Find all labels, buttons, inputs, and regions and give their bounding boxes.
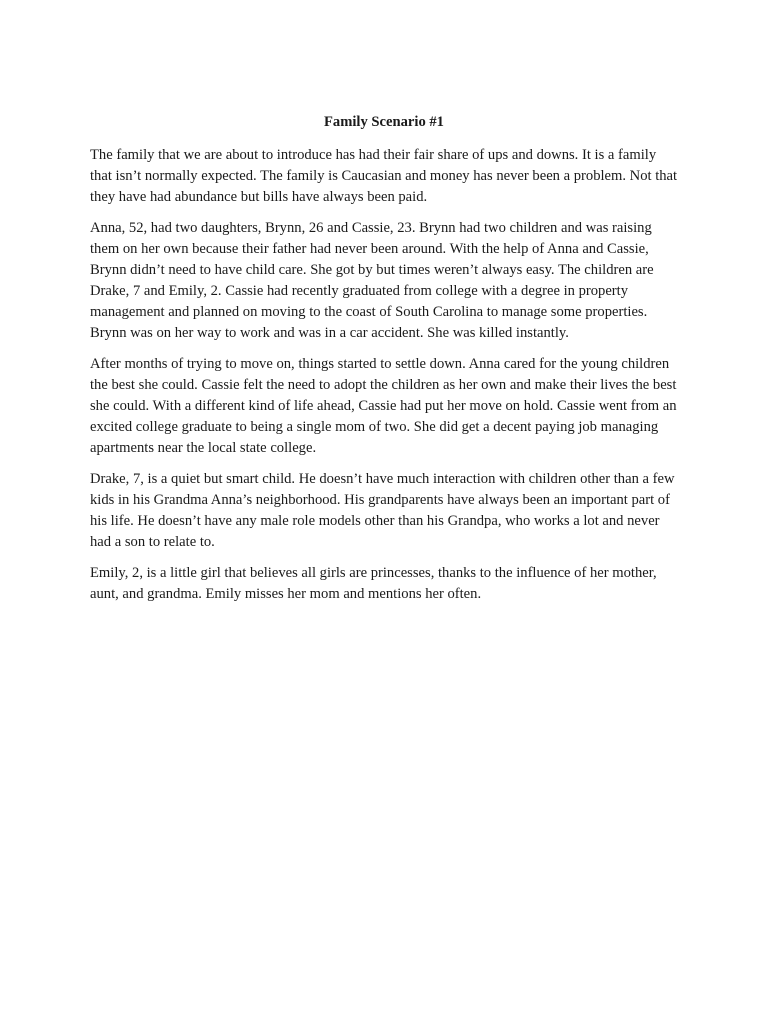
paragraph-aftermath: [90, 354, 680, 459]
paragraph-intro: [90, 145, 680, 208]
paragraph-drake: [90, 469, 680, 553]
paragraph-text: Emily, 2, is a little girl that believes all girls are princesses, thanks to the influence of her mother, aunt, and grandma. Emily misses her mom and mentions her often.: [90, 565, 657, 602]
paragraph-family-members: [90, 218, 680, 344]
paragraph-text: After months of trying to move on, things started to settle down. Anna cared for the young children the best she could. Cassie felt the need to adopt the children as her own and make their lives the best she could. With a different kind of life ahead, Cassie had put her move on hold. Cassie went from an excited college graduate to being a single mom of two. She did get a decent paying job managing apartments near the local state college.: [90, 356, 677, 456]
paragraph-text: The family that we are about to introduce has had their fair share of ups and downs. It is a family that isn’t normally expected. The family is Caucasian and money has never been a problem. Not that they have had abundance but bills have always been paid.: [90, 147, 678, 205]
paragraph-emily: [90, 563, 680, 605]
paragraph-text: Anna, 52, had two daughters, Brynn, 26 and Cassie, 23. Brynn had two children and was raising them on her own because their father had never been around. With the help of Anna and Cassie, Brynn didn’t need to have child care. She got by but times weren’t always easy. The children are Drake, 7 and Emily, 2. Cassie had recently graduated from college with a degree in property management and planned on moving to the coast of South Carolina to manage some properties. Brynn was on her way to work and was in a car accident. She was killed instantly.: [90, 220, 654, 341]
document-title: Family Scenario #1: [324, 114, 444, 130]
paragraph-text: Drake, 7, is a quiet but smart child. He doesn’t have much interaction with children other than a few kids in his Grandma Anna’s neighborhood. His grandparents have always been an important part of his life. He doesn’t have any male role models other than his Grandpa, who works a lot and never had a son to relate to.: [90, 471, 675, 550]
